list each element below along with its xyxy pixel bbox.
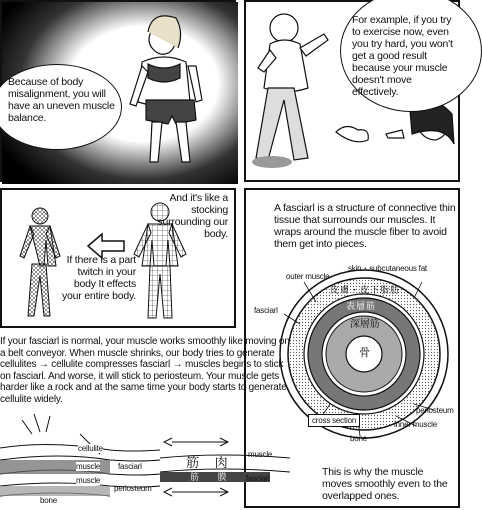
kanji-deep: 深層筋 [350,319,380,330]
stocking-caption: And it's like a stocking surrounding our body. [157,192,228,240]
kanji-membrane: 筋 膜 [190,472,235,482]
panel-body-misalignment [0,0,236,182]
label-bone: bone [350,434,367,443]
label-cross-section: cross section [308,414,360,427]
kanji-skin: 皮膚・皮下脂肪 [330,285,401,295]
cellulite-paragraph: If your fasciarl is normal, your muscle works smoothly like moving on a belt conveyor. When muscle shrinks, our body tries to generate cellulites → cellulite compresses fasciarl → muscles begins to stick on fasciarl. And worse, it will stick to periosteum. Your muscle gets harder like a rock and at the same time your body starts to generate cellulite widely. [0,336,290,405]
panel-exercise [244,0,460,182]
label-fasciarl-right: fasciarl [246,474,270,483]
label-bone-left: bone [40,496,57,505]
label-periosteum: periosteum [416,406,454,415]
label-periosteum-left: periosteum [114,484,152,493]
label-outer-muscle: outer muscle [286,272,330,281]
panel1-caption: Because of body misalignment, you will have an uneven muscle balance. [8,76,115,124]
panel-cellulite [0,334,290,508]
label-muscle-right: muscle [248,450,273,459]
kanji-bone: 骨 [359,347,370,359]
fasciarl-intro: A fasciarl is a structure of connective thin tissue that surrounds our muscles. It wraps around the muscle fiber to avoid them get into pieces. [274,202,456,250]
label-fasciarl-left: fasciarl [118,462,142,471]
label-muscle-lower: muscle [76,476,101,485]
label-fasciarl: fasciarl [254,306,278,315]
panel-stocking [0,188,236,328]
fasciarl-conclusion: This is why the muscle moves smoothly even to the overlapped ones. [322,466,448,502]
kanji-outer: 表層筋 [346,301,377,311]
kanji-muscle: 筋 肉 [186,455,234,470]
panel2-caption: For example, if you try to exercise now, even you try hard, you won't get a good result because your muscle doesn't move effectively. [352,14,453,98]
label-muscle: muscle [76,462,101,471]
twitch-caption: If there is a part twitch in your body It effects your entire body. [61,254,136,302]
label-cellulite: cellulite [78,444,103,453]
label-skin: skin・subcutaneous fat [348,264,427,273]
label-inner-muscle: inner muscle [394,420,437,429]
